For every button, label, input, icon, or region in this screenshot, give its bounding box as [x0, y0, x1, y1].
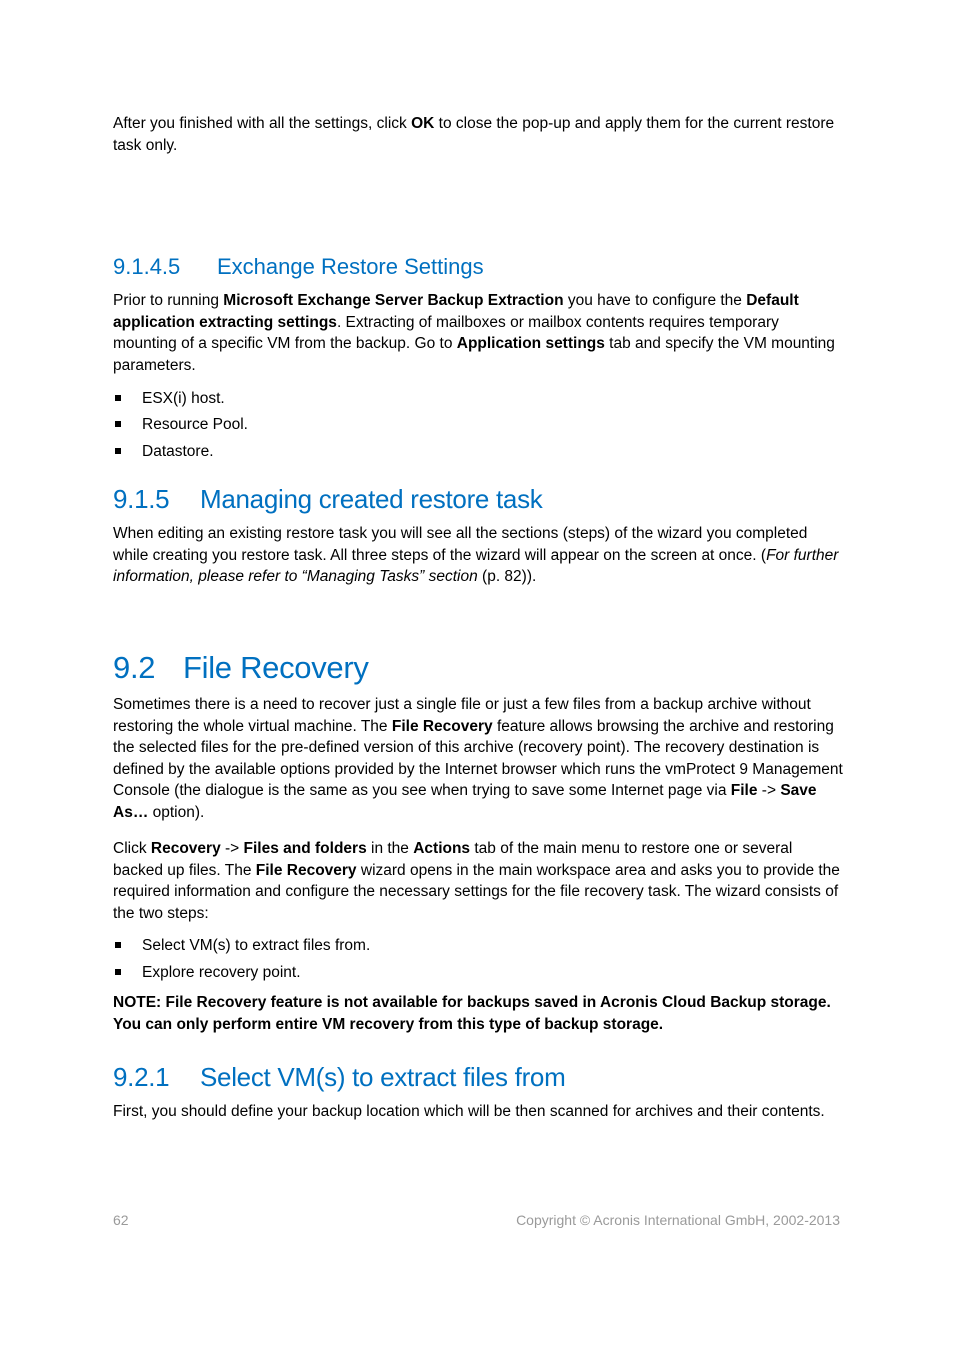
- heading-title: Exchange Restore Settings: [217, 254, 484, 279]
- note-paragraph: NOTE: File Recovery feature is not available for backups saved in Acronis Cloud Backup storage. You can only perform entire VM recovery from this type of backup storage.: [113, 994, 831, 1033]
- bullet-square-icon: [115, 448, 121, 454]
- heading-number: 9.1.5: [113, 484, 170, 514]
- exchange-restore-paragraph: Prior to running Microsoft Exchange Server Backup Extraction you have to configure the Default application extracting settings. Extracting of mailboxes or mailbox contents requires temporary mounting of a specific VM from the backup. Go to Application settings tab and specify the VM mounting parameters.: [113, 292, 835, 374]
- managing-task-paragraph: When editing an existing restore task you will see all the sections (steps) of the wizard you completed while creating you restore task. All three steps of the wizard will appear on the screen at once. (For further information, please refer to “Managing Tasks” section (p. 82)).: [113, 525, 839, 586]
- bullet-square-icon: [115, 942, 121, 948]
- file-recovery-paragraph-1: Sometimes there is a need to recover just a single file or just a few files from a backup archive without restoring the whole virtual machine. The File Recovery feature allows browsing the archive and restoring the selected files for the pre-defined version of this archive (recovery point). The recovery destination is defined by the available options provided by the Internet browser which runs the vmProtect 9 Management Console (the dialogue is the same as you see when trying to save some Internet page via File -> Save As… option).: [113, 696, 843, 821]
- heading-title: File Recovery: [183, 650, 369, 685]
- heading-number: 9.1.4.5: [113, 254, 181, 279]
- select-vm-paragraph: First, you should define your backup location which will be then scanned for archives and their contents.: [113, 1103, 825, 1120]
- file-recovery-paragraph-2: Click Recovery -> Files and folders in the Actions tab of the main menu to restore one or several backed up files. The File Recovery wizard opens in the main workspace area and asks you to provide the required information and configure the necessary settings for the file recovery task. The wizard consists of the two steps:: [113, 840, 840, 922]
- heading-number: 9.2: [113, 650, 156, 685]
- heading-92: [113, 650, 369, 686]
- document-page: After you finished with all the settings, click OK to close the pop-up and apply them for the current restore task only. 9.1.4.5 Exchange Restore Settings Prior to running Microsoft Exchange Server Backup Extraction you have to configure the Default application extracting settings. Extracting of mailboxes or mailbox contents requires temporary mounting of a specific VM from the backup. Go to Application settings tab and specify the VM mounting parameters. ESX(i) host. Resource Pool. Datastore. 9.1.5 Managing created restore task When editing an existing restore task you will see all the sections (steps) of the wizard you completed while creating you restore task. All three steps of the wizard will appear on the screen at once. (For further information, please refer to “Managing Tasks” section (p. 82)). 9.2 File Recovery Sometimes there is a need to recover just a single file or just a few files from a backup archive without restoring the whole virtual machine. The File Recovery feature allows browsing the archive and restoring the selected files for the pre-defined version of this archive (recovery point). The recovery destination is defined by the available options provided by the Internet browser which runs the vmProtect 9 Management Console (the dialogue is the same as you see when trying to save some Internet page via File -> Save As… option). Click Recovery -> Files and folders in the Actions tab of the main menu to restore one or several backed up files. The File Recovery wizard opens in the main workspace area and asks you to provide the required information and configure the necessary settings for the file recovery task. The wizard consists of the two steps: Select VM(s) to extract files from. Explore recovery point. NOTE: File Recovery feature is not available for backups saved in Acronis Cloud Backup storage. You can only perform entire VM recovery from this type of backup storage. 9.2.1 Select VM(s) to extract files from First, you should define your backup location which will be then scanned for archives and their contents. 62 Copyright © Acronis International GmbH, 2002-2013: [113, 115, 843, 1228]
- footer-copyright: Copyright © Acronis International GmbH, 2002-2013: [516, 1212, 840, 1228]
- footer-page-number: 62: [113, 1212, 129, 1228]
- bullet-square-icon: [115, 421, 121, 427]
- intro-paragraph: After you finished with all the settings, click OK to close the pop-up and apply them for the current restore task only.: [113, 115, 835, 154]
- heading-title: Managing created restore task: [200, 484, 543, 514]
- heading-title: Select VM(s) to extract files from: [200, 1062, 566, 1092]
- heading-921: [113, 1062, 565, 1093]
- heading-9145: [113, 254, 484, 280]
- heading-number: 9.2.1: [113, 1062, 170, 1092]
- bullet-square-icon: [115, 969, 121, 975]
- heading-915: [113, 484, 543, 515]
- bullet-square-icon: [115, 395, 121, 401]
